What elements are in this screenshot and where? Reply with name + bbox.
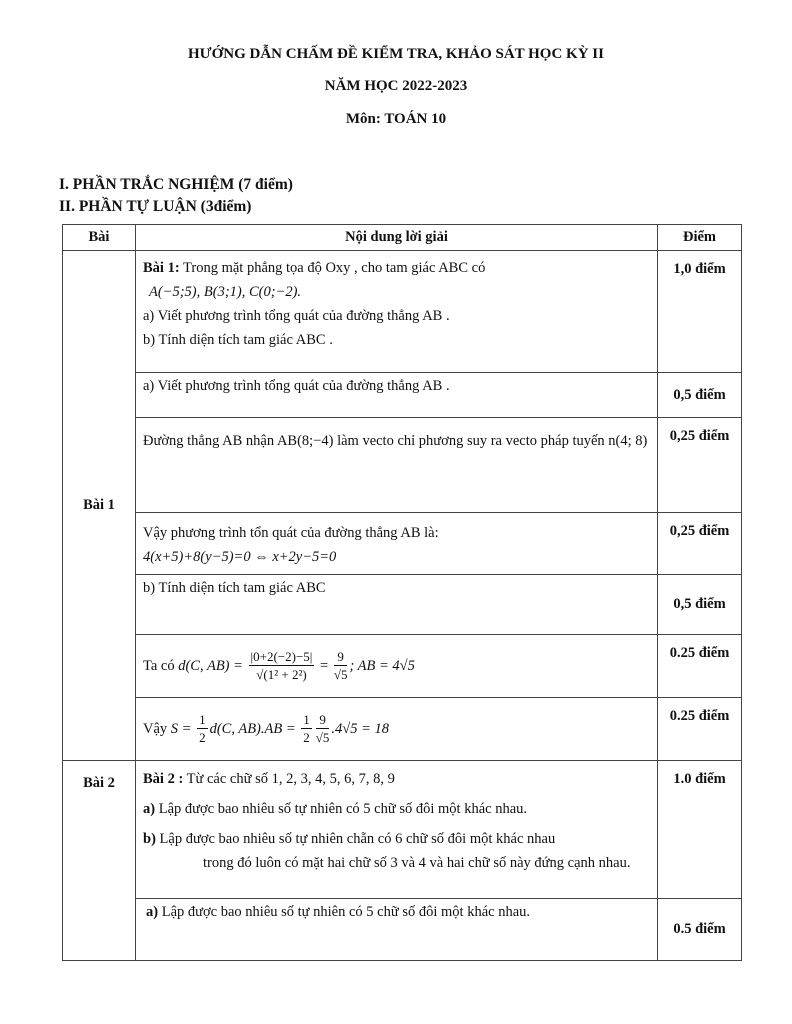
bai1-intro-text: Trong mặt phẳng tọa độ Oxy , cho tam giác ABC có <box>179 260 486 276</box>
half-fraction-2 <box>301 712 312 747</box>
half-fraction <box>197 712 208 747</box>
subject: Môn: TOÁN 10 <box>345 111 447 127</box>
bai2-intro-score: 1.0 điểm <box>658 761 742 899</box>
bai2-question-a: Lập được bao nhiêu số tự nhiên có 5 chữ số đôi một khác nhau. <box>155 801 528 817</box>
bai2-a-title <box>136 899 658 961</box>
bai2-question-b: Lập được bao nhiêu số tự nhiên chẵn có 6 chữ số đôi một khác nhau <box>155 831 556 847</box>
distance-result-numerator: 9 <box>334 649 348 666</box>
half-denominator-2: 2 <box>303 729 310 745</box>
bai2-qb-label: b) <box>143 831 156 847</box>
bai2-a-text: Lập được bao nhiêu số tự nhiên có 5 chữ số đôi một khác nhau. <box>158 904 531 920</box>
section-essay: II. PHẦN TỰ LUẬN (3điểm) <box>59 198 252 215</box>
table-row <box>63 899 742 961</box>
grading-table <box>62 224 742 961</box>
root5-denominator: √5 <box>315 729 330 745</box>
bai1-b-step2-score: 0.25 điểm <box>658 698 742 761</box>
bai1-b-step2-prefix: Vậy <box>143 720 168 737</box>
bai1-b-step1-score: 0.25 điểm <box>658 635 742 698</box>
doc-title: HƯỚNG DẪN CHẤM ĐỀ KIỂM TRA, KHẢO SÁT HỌC KỲ II <box>187 46 604 62</box>
bai1-a-step1-score: 0,25 điểm <box>658 418 742 513</box>
bai2-intro-text: Từ các chữ số 1, 2, 3, 4, 5, 6, 7, 8, 9 <box>183 771 395 787</box>
bai2-question-b-cont: trong đó luôn có mặt hai chữ số 3 và 4 và hai chữ số này đứng cạnh nhau. <box>203 855 631 871</box>
bai1-b-step2-mid: d(C, AB).AB = <box>209 720 296 737</box>
header-score: Điểm <box>658 225 742 251</box>
bai1-b-step2-s: S = <box>170 720 192 737</box>
table-row <box>63 418 742 513</box>
bai1-b-step1-ab: ; AB = 4√5 <box>349 657 415 674</box>
table-row <box>63 761 742 899</box>
bai1-b-step1-equals: = <box>320 657 329 674</box>
bai1-a-score: 0,5 điểm <box>658 373 742 418</box>
bai2-intro-label: Bài 2 : <box>143 771 184 787</box>
section-multiple-choice: I. PHẦN TRẮC NGHIỆM (7 điểm) <box>59 176 293 193</box>
nine-over-root5 <box>316 712 330 747</box>
half-numerator: 1 <box>199 711 206 727</box>
bai1-a-step2-score: 0,25 điểm <box>658 513 742 575</box>
bai1-a-step1: Đường thẳng AB nhận AB(8;−4) làm vecto chỉ phương suy ra vecto pháp tuyến n(4; 8) <box>136 418 658 513</box>
bai1-a-title: a) Viết phương trình tổng quát của đường thẳng AB . <box>136 373 658 418</box>
school-year: NĂM HỌC 2022-2023 <box>324 78 468 94</box>
distance-result-denominator: √5 <box>333 666 348 682</box>
bai1-question-a: a) Viết phương trình tổng quát của đường thẳng AB . <box>143 308 450 324</box>
nine-numerator: 9 <box>316 712 330 729</box>
bai1-b-step1-prefix: Ta có <box>143 657 175 674</box>
bai1-points: A(−5;5), B(3;1), C(0;−2). <box>149 284 302 300</box>
bai1-a-step2 <box>136 513 658 575</box>
bai2-label: Bài 2 <box>63 761 136 961</box>
bai1-b-step2-end: .4√5 = 18 <box>331 720 390 737</box>
table-row <box>63 575 742 635</box>
distance-denominator: √(1² + 2²) <box>256 666 307 682</box>
header-bai: Bài <box>63 225 136 251</box>
bai2-qa-label: a) <box>143 801 156 817</box>
distance-numerator: |0+2(−2)−5| <box>250 648 313 664</box>
bai1-intro-label: Bài 1: <box>143 260 180 276</box>
bai1-b-title: b) Tính diện tích tam giác ABC <box>136 575 658 635</box>
table-row <box>63 373 742 418</box>
bai2-a-score: 0.5 điểm <box>658 899 742 961</box>
bai2-intro <box>136 761 658 899</box>
distance-result-fraction <box>334 649 348 684</box>
distance-fraction <box>249 649 315 684</box>
bai1-b-score: 0,5 điểm <box>658 575 742 635</box>
bai2-a-label: a) <box>146 904 159 920</box>
table-row <box>63 698 742 761</box>
bai1-intro-score: 1,0 điểm <box>658 251 742 373</box>
header-content: Nội dung lời giải <box>136 225 658 251</box>
table-row <box>63 635 742 698</box>
bai1-b-step2 <box>136 698 658 761</box>
bai1-b-step1-lhs: d(C, AB) = <box>178 657 243 674</box>
half-numerator-2: 1 <box>303 711 310 727</box>
table-row <box>63 251 742 373</box>
bai1-question-b: b) Tính diện tích tam giác ABC . <box>143 332 333 348</box>
bai1-intro <box>136 251 658 373</box>
bai1-label: Bài 1 <box>63 251 136 761</box>
bai1-a-step2-equation: 4(x+5)+8(y−5)=0 ⇔ x+2y−5=0 <box>143 549 337 565</box>
bai1-a-step2-text: Vậy phương trình tổn quát của đường thẳng AB là: <box>143 525 439 541</box>
half-denominator: 2 <box>199 729 206 745</box>
table-row <box>63 513 742 575</box>
bai1-b-step1 <box>136 635 658 698</box>
table-header-row <box>63 225 742 251</box>
